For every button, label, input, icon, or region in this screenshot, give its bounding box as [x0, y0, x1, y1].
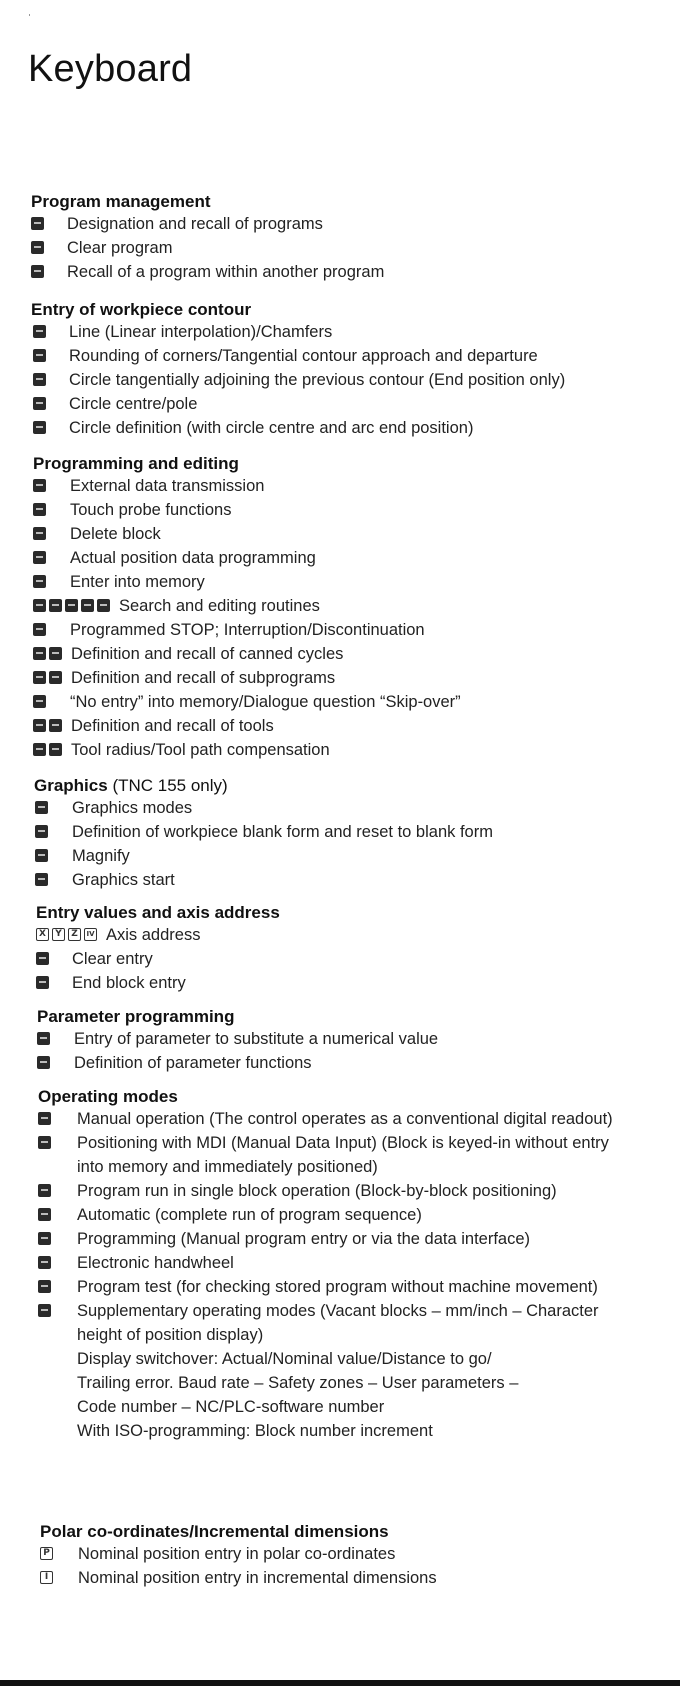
item-text: Axis address	[106, 926, 201, 944]
item-text: Positioning with MDI (Manual Data Input) (Block is keyed-in without entry into memory and immediately positioned)	[77, 1134, 609, 1176]
del-key-icon	[33, 527, 46, 540]
continuation-line: With ISO-programming: Block number increment	[77, 1422, 433, 1440]
key-group	[31, 217, 44, 230]
list-item	[31, 212, 680, 236]
key-group	[33, 695, 46, 708]
key-group	[38, 1136, 51, 1149]
key-group	[33, 479, 46, 492]
key-group	[35, 873, 48, 886]
page-title: Keyboard	[28, 48, 193, 90]
circle-definition-key-icon	[33, 421, 46, 434]
start-key-icon	[35, 873, 48, 886]
item-text: Automatic (complete run of program sequence)	[77, 1206, 422, 1224]
item-text: Circle definition (with circle centre and arc end position)	[69, 419, 474, 437]
item-text: Nominal position entry in polar co-ordinates	[78, 1545, 396, 1563]
arrow-right-key-icon	[97, 599, 110, 612]
list-item	[35, 844, 680, 868]
list-item	[31, 236, 680, 260]
list-item	[33, 546, 680, 570]
mdi-mode-key-icon	[38, 1136, 51, 1149]
list-item	[35, 796, 680, 820]
item-text: “No entry” into memory/Dialogue question “Skip-over”	[70, 693, 461, 711]
continuation-line: Trailing error. Baud rate – Safety zones – User parameters –	[77, 1374, 519, 1392]
section-workpiece-contour	[0, 300, 680, 440]
section-heading: Entry of workpiece contour	[31, 300, 252, 319]
programming-mode-key-icon	[38, 1232, 51, 1245]
key-group	[35, 825, 48, 838]
key-group	[33, 527, 46, 540]
item-text: Circle tangentially adjoining the previous contour (End position only)	[69, 371, 566, 389]
item-list	[0, 1542, 680, 1590]
list-item	[33, 392, 680, 416]
automatic-key-icon	[38, 1208, 51, 1221]
item-text: Graphics start	[72, 871, 175, 889]
key-group	[33, 373, 46, 386]
section-heading: Polar co-ordinates/Incremental dimensions	[40, 1522, 389, 1541]
item-text: Programmed STOP; Interruption/Discontinuation	[70, 621, 425, 639]
key-group	[33, 551, 46, 564]
magn-key-icon	[35, 849, 48, 862]
q-def-key-icon	[37, 1056, 50, 1069]
item-list	[0, 1107, 680, 1347]
key-group	[40, 1571, 53, 1584]
list-item	[33, 522, 680, 546]
key-group	[38, 1184, 51, 1197]
ext-key-icon	[33, 479, 46, 492]
key-group	[38, 1232, 51, 1245]
list-item	[33, 594, 680, 618]
list-item	[33, 618, 680, 642]
list-item	[36, 923, 680, 947]
pgm-key-icon	[31, 217, 44, 230]
manual-mode-key-icon	[38, 1112, 51, 1125]
rl-key-icon	[33, 743, 46, 756]
item-list	[0, 796, 680, 892]
item-text: Touch probe functions	[70, 501, 232, 519]
item-list	[0, 1027, 680, 1075]
rr-key-icon	[49, 743, 62, 756]
item-text: Manual operation (The control operates as a conventional digital readout)	[77, 1110, 613, 1128]
lbl-call-key-icon	[49, 671, 62, 684]
item-list	[0, 320, 680, 440]
arrow-up-key-icon	[65, 599, 78, 612]
list-item	[38, 1227, 680, 1251]
axis-x-key-icon: X	[36, 928, 49, 941]
p-key-icon: P	[40, 1547, 53, 1560]
touch-probe-key-icon	[33, 503, 46, 516]
item-text: Program run in single block operation (Block-by-block positioning)	[77, 1182, 557, 1200]
list-item	[33, 498, 680, 522]
item-text: Supplementary operating modes (Vacant blocks – mm/inch – Character height of position display)	[77, 1302, 599, 1344]
item-text: Search and editing routines	[119, 597, 320, 615]
list-item	[36, 947, 680, 971]
item-text: Graphics modes	[72, 799, 193, 817]
rnd-key-icon	[33, 349, 46, 362]
item-text: Enter into memory	[70, 573, 205, 591]
lbl-set-key-icon	[33, 671, 46, 684]
single-block-key-icon	[38, 1184, 51, 1197]
item-text: Definition and recall of tools	[71, 717, 274, 735]
item-text: Actual position data programming	[70, 549, 316, 567]
axis-iv-key-icon: IV	[84, 928, 97, 941]
ce-key-icon	[36, 952, 49, 965]
continuation-line: Display switchover: Actual/Nominal value/Distance to go/	[77, 1350, 492, 1368]
item-text: Circle centre/pole	[69, 395, 198, 413]
item-text: External data transmission	[70, 477, 265, 495]
cycl-def-key-icon	[33, 647, 46, 660]
item-text: Recall of a program within another program	[67, 263, 385, 281]
end-key-icon	[36, 976, 49, 989]
key-group	[35, 849, 48, 862]
section-heading-label: Graphics	[34, 776, 108, 795]
key-group	[33, 671, 62, 684]
item-text: Nominal position entry in incremental dimensions	[78, 1569, 437, 1587]
section-entry-values	[0, 903, 680, 995]
key-group	[31, 265, 44, 278]
item-text: Definition and recall of subprograms	[71, 669, 336, 687]
key-group	[33, 575, 46, 588]
item-text: Magnify	[72, 847, 130, 865]
list-item	[37, 1051, 680, 1075]
key-group	[33, 503, 46, 516]
key-group	[38, 1256, 51, 1269]
key-group	[38, 1208, 51, 1221]
key-group	[36, 952, 49, 965]
list-item	[33, 570, 680, 594]
list-item	[33, 416, 680, 440]
item-text: Program test (for checking stored program without machine movement)	[77, 1278, 598, 1296]
axis-z-key-icon: Z	[68, 928, 81, 941]
list-item	[38, 1107, 680, 1131]
list-item	[33, 666, 680, 690]
list-item	[33, 714, 680, 738]
key-group	[37, 1056, 50, 1069]
section-operating-modes	[0, 1087, 680, 1443]
list-item	[38, 1131, 680, 1179]
item-text: Definition and recall of canned cycles	[71, 645, 344, 663]
stop-key-icon	[33, 623, 46, 636]
goto-key-icon	[33, 599, 46, 612]
key-group	[37, 1032, 50, 1045]
list-item	[38, 1203, 680, 1227]
list-item	[31, 260, 680, 284]
list-item	[40, 1542, 680, 1566]
bottom-rule	[0, 1680, 680, 1686]
handwheel-key-icon	[38, 1256, 51, 1269]
key-group	[38, 1280, 51, 1293]
mod-supplementary-key-icon	[38, 1304, 51, 1317]
list-item	[38, 1179, 680, 1203]
axis-y-key-icon: Y	[52, 928, 65, 941]
key-group	[36, 928, 97, 941]
section-program-management	[0, 192, 680, 284]
ent-key-icon	[33, 575, 46, 588]
item-list	[0, 474, 680, 762]
list-item	[38, 1251, 680, 1275]
list-item	[38, 1275, 680, 1299]
item-text: Line (Linear interpolation)/Chamfers	[69, 323, 333, 341]
arrow-left-key-icon	[81, 599, 94, 612]
list-item	[35, 820, 680, 844]
section-heading: Parameter programming	[37, 1007, 235, 1026]
key-group	[38, 1304, 51, 1317]
list-item	[33, 690, 680, 714]
cycl-call-key-icon	[49, 647, 62, 660]
key-group	[33, 349, 46, 362]
circle-centre-key-icon	[33, 397, 46, 410]
key-group	[33, 719, 62, 732]
blk-form-key-icon	[35, 825, 48, 838]
scan-mark	[29, 14, 30, 16]
item-text: Delete block	[70, 525, 161, 543]
key-group	[33, 325, 46, 338]
supplementary-continuation	[0, 1347, 680, 1443]
list-item	[33, 344, 680, 368]
key-group	[35, 801, 48, 814]
q-key-icon	[37, 1032, 50, 1045]
list-item	[33, 474, 680, 498]
item-text: Programming (Manual program entry or via the data interface)	[77, 1230, 531, 1248]
item-text: Clear entry	[72, 950, 153, 968]
key-group	[38, 1112, 51, 1125]
item-text: Rounding of corners/Tangential contour approach and departure	[69, 347, 538, 365]
key-group	[33, 647, 62, 660]
section-heading: Operating modes	[38, 1087, 178, 1106]
key-group	[33, 421, 46, 434]
tool-def-key-icon	[33, 719, 46, 732]
item-text: Entry of parameter to substitute a numerical value	[74, 1030, 439, 1048]
item-text: Definition of parameter functions	[74, 1054, 312, 1072]
circle-tangent-key-icon	[33, 373, 46, 386]
item-text: Tool radius/Tool path compensation	[71, 741, 330, 759]
i-key-icon: I	[40, 1571, 53, 1584]
key-group	[40, 1547, 53, 1560]
item-list	[0, 923, 680, 995]
list-item	[33, 738, 680, 762]
tool-call-key-icon	[49, 719, 62, 732]
actual-position-key-icon	[33, 551, 46, 564]
list-item	[36, 971, 680, 995]
section-heading	[0, 776, 680, 796]
no-ent-key-icon	[33, 695, 46, 708]
list-item	[33, 320, 680, 344]
call-pgm-key-icon	[31, 265, 44, 278]
item-text: Designation and recall of programs	[67, 215, 323, 233]
item-text: End block entry	[72, 974, 186, 992]
list-item	[33, 368, 680, 392]
section-heading: Program management	[31, 192, 211, 211]
key-group	[33, 743, 62, 756]
item-list	[0, 212, 680, 284]
key-group	[33, 397, 46, 410]
list-item	[38, 1299, 680, 1347]
section-graphics	[0, 776, 680, 892]
line-key-icon	[33, 325, 46, 338]
list-item	[40, 1566, 680, 1590]
section-programming-editing	[0, 454, 680, 762]
clear-pgm-key-icon	[31, 241, 44, 254]
section-polar-incremental	[0, 1522, 680, 1590]
key-group	[36, 976, 49, 989]
continuation-line: Code number – NC/PLC-software number	[77, 1398, 385, 1416]
section-heading-note: (TNC 155 only)	[112, 776, 228, 795]
list-item	[35, 868, 680, 892]
section-heading: Programming and editing	[33, 454, 239, 473]
key-group	[33, 623, 46, 636]
item-text: Definition of workpiece blank form and reset to blank form	[72, 823, 493, 841]
arrow-down-key-icon	[49, 599, 62, 612]
item-text: Electronic handwheel	[77, 1254, 234, 1272]
item-text: Clear program	[67, 239, 173, 257]
mod-key-icon	[35, 801, 48, 814]
section-heading: Entry values and axis address	[36, 903, 280, 922]
section-parameter-programming	[0, 1007, 680, 1075]
key-group	[31, 241, 44, 254]
program-test-key-icon	[38, 1280, 51, 1293]
key-group	[33, 599, 110, 612]
list-item	[33, 642, 680, 666]
list-item	[37, 1027, 680, 1051]
